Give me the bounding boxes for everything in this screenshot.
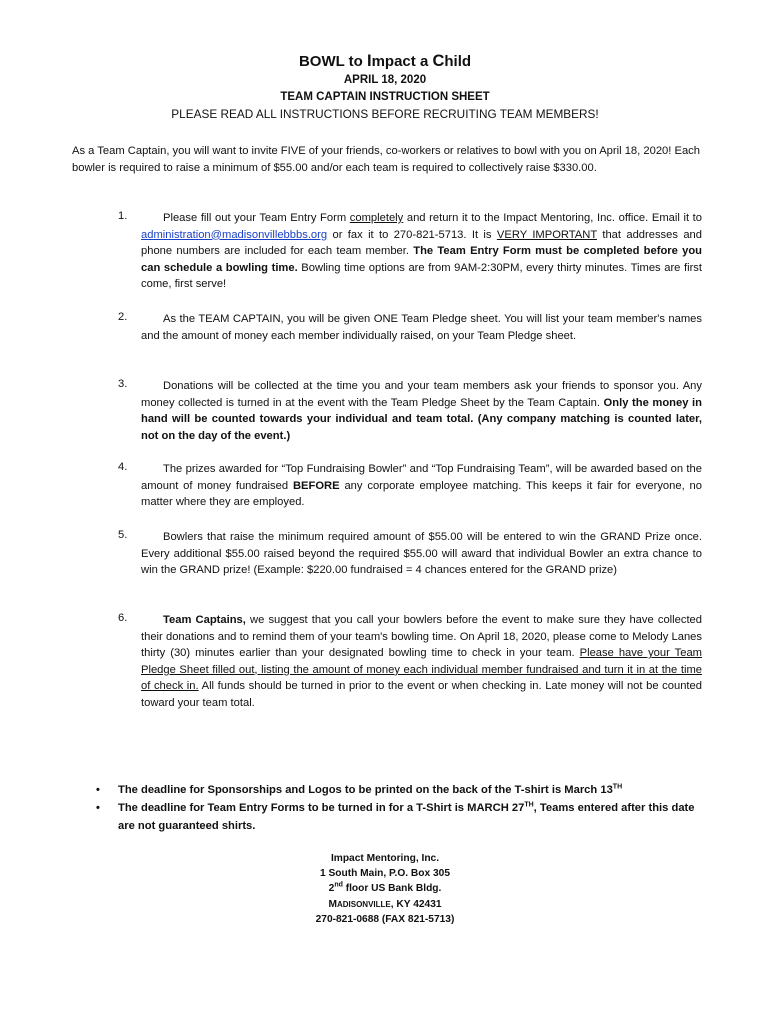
item-number: 4. [118,461,128,473]
item-number: 5. [118,529,128,541]
item-body [141,210,702,293]
title-text: BOWL to [298,53,367,70]
item-text: Bowling time options are from 9AM-2:30PM, every thirty minutes. Times are first come, first serve! [141,261,702,291]
floor-line [0,881,770,896]
street-address: 1 South Main, P.O. Box 305 [319,868,451,880]
bullet-icon: • [96,802,100,814]
title-initial-i: I [367,52,372,70]
city-rest: ADISONVILLE [336,899,391,909]
item-body [141,612,702,712]
instruction-item-3 [72,378,702,444]
item-text: we suggest that you call your bowlers before the event to make sure they have collected their donations and to remind them of your team's bowling time. On April 18, 2020, please come to Melody Lanes thirty (30) minutes earlier than your designated bowling time to check in your team. [141,614,702,660]
item-text: All funds should be turned in prior to the event or when checking in. Late money will not be counted toward your team total. [141,680,702,709]
underlined-text: Please have your Team Pledge Sheet filled out, listing the amount of money each individual member fundraised and turn it in at the time of check in. [141,647,702,693]
item-number: 2. [118,311,128,323]
item-text: or fax it to 270-821-5713. It is [327,228,497,241]
bullet-text: The deadline for Team Entry Forms to be turned in for a T-Shirt is MARCH 27 [118,802,525,814]
item-number: 3. [118,378,128,390]
list-item [92,799,712,835]
instruction-item-2 [72,311,702,344]
city-line [0,897,770,912]
recruiting-notice: PLEASE READ ALL INSTRUCTIONS BEFORE RECRUITING TEAM MEMBERS! [171,107,599,121]
intro-paragraph: As a Team Captain, you will want to invite FIVE of your friends, co-workers or relatives to bowl with you on April 18, 2020! Each bowler is required to raise a minimum of $55.00 and/or each team is required to collectively raise $330.00. [72,145,700,174]
item-body [141,461,702,511]
instruction-item-6 [72,612,702,712]
title-text: mpact a [371,53,433,70]
item-text: Donations will be collected at the time you and your team members ask your friends to sponsor you. Any money collected is turned in at the event with the Team Pledge Sheet by the Team Captain. [141,380,702,409]
floor-text: floor US Bank Bldg. [342,883,442,895]
instruction-item-1 [72,210,702,293]
underlined-text: completely [349,212,404,224]
item-text: Bowlers that raise the minimum required amount of $55.00 will be entered to win the GRAND Prize once. Every additional $55.00 raised beyond the required $55.00 will award that individual Bowler an extra chance to win the GRAND prize! (Example: $220.00 fundraised = 4 chances entered for the GRAND prize) [141,531,702,577]
superscript: TH [524,801,534,809]
item-text: that addresses and phone numbers are included for each team member. [141,228,702,258]
org-name: Impact Mentoring, Inc. [330,853,440,864]
bold-text: Team Captains, [163,614,246,626]
item-body [141,311,702,344]
item-body [141,529,702,579]
instruction-item-4 [72,461,702,511]
contact-address [0,851,770,927]
item-text: Please fill out your Team Entry Form [163,212,350,224]
item-number: 6. [118,612,128,624]
state-zip: , KY 42431 [390,898,442,910]
bold-text: BEFORE [292,479,340,492]
deadline-list [92,781,712,835]
phone-line: 270-821-0688 (FAX 821-5713) [315,913,455,925]
bold-text: The Team Entry Form must be completed before you can schedule a bowling time. [141,245,702,274]
bold-text: Only the money in hand will be counted towards your individual and team total. (Any company matching is counted later, not on the day of the event.) [141,396,702,442]
item-text: any corporate employee matching. This keeps it fair for everyone, no matter where they are employed. [141,479,702,509]
city-initial: M [328,898,337,910]
title-initial-c: C [432,52,445,70]
superscript: nd [334,882,343,890]
email-link[interactable]: administration@madisonvillebbbs.org [141,228,328,241]
item-body [141,378,702,444]
floor-number: 2 [328,883,335,895]
document-title [0,52,770,71]
underlined-text: VERY IMPORTANT [496,228,597,241]
sheet-name: TEAM CAPTAIN INSTRUCTION SHEET [280,91,490,103]
item-number: 1. [118,210,128,222]
bullet-text: , Teams entered after this date are not guaranteed shirts. [118,802,695,832]
item-text: The prizes awarded for “Top Fundraising Bowler” and “Top Fundraising Team”, will be awarded based on the amount of money fundraised [141,463,702,492]
title-text: hild [444,53,472,70]
item-text: As the TEAM CAPTAIN, you will be given ONE Team Pledge sheet. You will list your team member's names and the amount of money each member individually raised, on your Team Pledge sheet. [141,313,702,342]
superscript: TH [612,783,623,791]
instruction-item-5 [72,529,702,579]
bullet-text: The deadline for Sponsorships and Logos to be printed on the back of the T-shirt is March 13 [118,784,613,796]
item-text: and return it to the Impact Mentoring, Inc. office. Email it to [403,212,702,224]
event-date: APRIL 18, 2020 [343,74,427,86]
list-item [92,781,712,799]
bullet-icon: • [96,784,100,796]
